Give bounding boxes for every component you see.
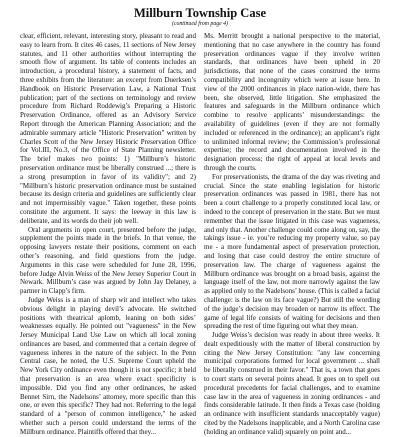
left-column	[20, 32, 196, 437]
right-column	[204, 32, 380, 437]
document-page	[0, 6, 400, 436]
article-body	[20, 32, 380, 437]
paragraph: Judge Weiss is a man of sharp wit and intellect who takes obvious delight in playing devil’s advocate. He switched positions with theatrical aplomb, leaning on both sides’ weaknesses equally. He pointed out "vagueness" in the New Jersey Municipal Land Use Law on which all local zoning ordinances are based, and commented that a certain degree of vagueness inheres in the nature of the subject. In the Penn Central case, he noted, the U.S. Supreme Court upheld the New York City ordinance even though it is not specific; it held that preservation is an area where exact specificity is impossible. Did you find any other ordinances, he asked Bennet Sirn, the Nadelsons’ attorney, more specific than this one, or even this specific? They had not. Referring to the legal standard of a "person of common intelligence," he asked whether such a person could understand the terms of the Millburn ordinance. Plaintiffs offered that they...	[20, 295, 196, 436]
paragraph: For preservationists, the drama of the day was riveting and crucial. Since the state enabling legislation for historic preservation ordinances was passed in 1981, there has not been a court challenge to a properly constituted local law, or indeed to the concept of preservation in the state. But we must remember that the issue litigated in this case was vagueness, and only that. Another challenge could come along on, say, the takings issue - ie. you’re reducing my property value, so pay me - a more fundamental aspect of preservation protection, and losing that case could destroy the entire structure of preservation law. The charge of vagueness against the Millburn ordinance was brought on a broad basis, against the language itself of the law, not more narrowly against the law as applied only to the Nadelsons’ house. (This is called a facial challenge: is the law on its face vague?) But still the wording of the judge’s decision may broaden or narrow its effect. The game of legal life consists of waiting for decisions and then spreading the rest of time figuring out what they mean.	[204, 172, 380, 331]
continued-note: (continued from page 4)	[172, 21, 228, 27]
paragraph: clear, efficient, relevant, interesting story, pleasant to read and easy to learn from. It cites 46 cases, 11 sections of New Jersey statutes, and 11 other authorities without interrupting the smooth flow of argument. Its table of contents includes an introduction, a procedural history, a statement of facts, and three exhibits from the literature: an excerpt from Duerksen’s Handbook on Historic Preservation Law, a National Trust publication; part of the sections on terminology and review procedure from Richard Roddewig’s Preparing a Historic Preservation Ordinance, offered as an Advisory Service Report through the American Planning Association; and the admirable summary article "Historic Preservation" written by Charles Scott of the New Jersey Historic Preservation Office for Vol.III, No.3, of the Office of State Planning newsletter. The brief makes two points: 1) "Millburn’s historic preservation ordinance must be liberally construed ...; there is a strong presumption in favor of its validity"; and 2) "Millburn’s historic preservation ordinance must be sustained because its design criteria and guidelines are sufficiently clear and not impermissibly vague." Taken together, these points constitute the argument. It says: the leeway in this law is deliberate, and its words do their job well.	[20, 32, 196, 225]
paragraph: Judge Weiss’s decision was ready in about three weeks. It dealt expeditiously with the matter of liberal construction by citing the New Jersey Constitution: "any law concerning municipal corporations formed for local government ... shall be liberally construed in their favor." That is, a town that goes to court starts on several points ahead. It goes on to spell out procedural precedents for facial challenges, and to examine case law in the area of vagueness in zoning ordinances - and finds considerable latitude. It then finds a Texas case (holding an ordinance with insufficient standards unacceptably vague) cited by the Nadelsons inapplicable, and a North Carolina case (holding an ordinance valid) squarely on point and...	[204, 331, 380, 436]
page-title: Millburn Township Case	[134, 6, 266, 20]
paragraph: Ms. Merritt brought a national perspective to the material, mentioning that no case anywhere in the country has found preservation ordinances vague if they involve written standards, that ordinances have been upheld in 20 jurisdictions, that none of the cases construed the terms compatibility and incongruity which were at issue here. In view of the 2000 ordinances in place nation-wide, there has been, she observed, little litigation. She emphasized the features and safeguards in the Millburn ordinance which combine to resolve applicants’ misunderstandings: the availability of guidelines (even if they are not formally included or referenced in the ordinance); an applicant’s right to unlimited informal review; the Commission’s professional expertise; the record and documentation involved in the designation process; the right of appeal at local levels and through the courts.	[204, 32, 380, 172]
paragraph: Oral arguments in open court, presented before the judge, supplement the points made in the briefs. In that venue, the opposing lawyers restate their positions, comment on each other’s reasoning, and field questions from the judge. Arguments in this case were scheduled for June 28, 1996, before Judge Alvin Weiss of the New Jersey Superior Court in Newark. Millburn’s case was argued by John Jay Delaney, a partner in Clapp’s firm.	[20, 225, 196, 296]
